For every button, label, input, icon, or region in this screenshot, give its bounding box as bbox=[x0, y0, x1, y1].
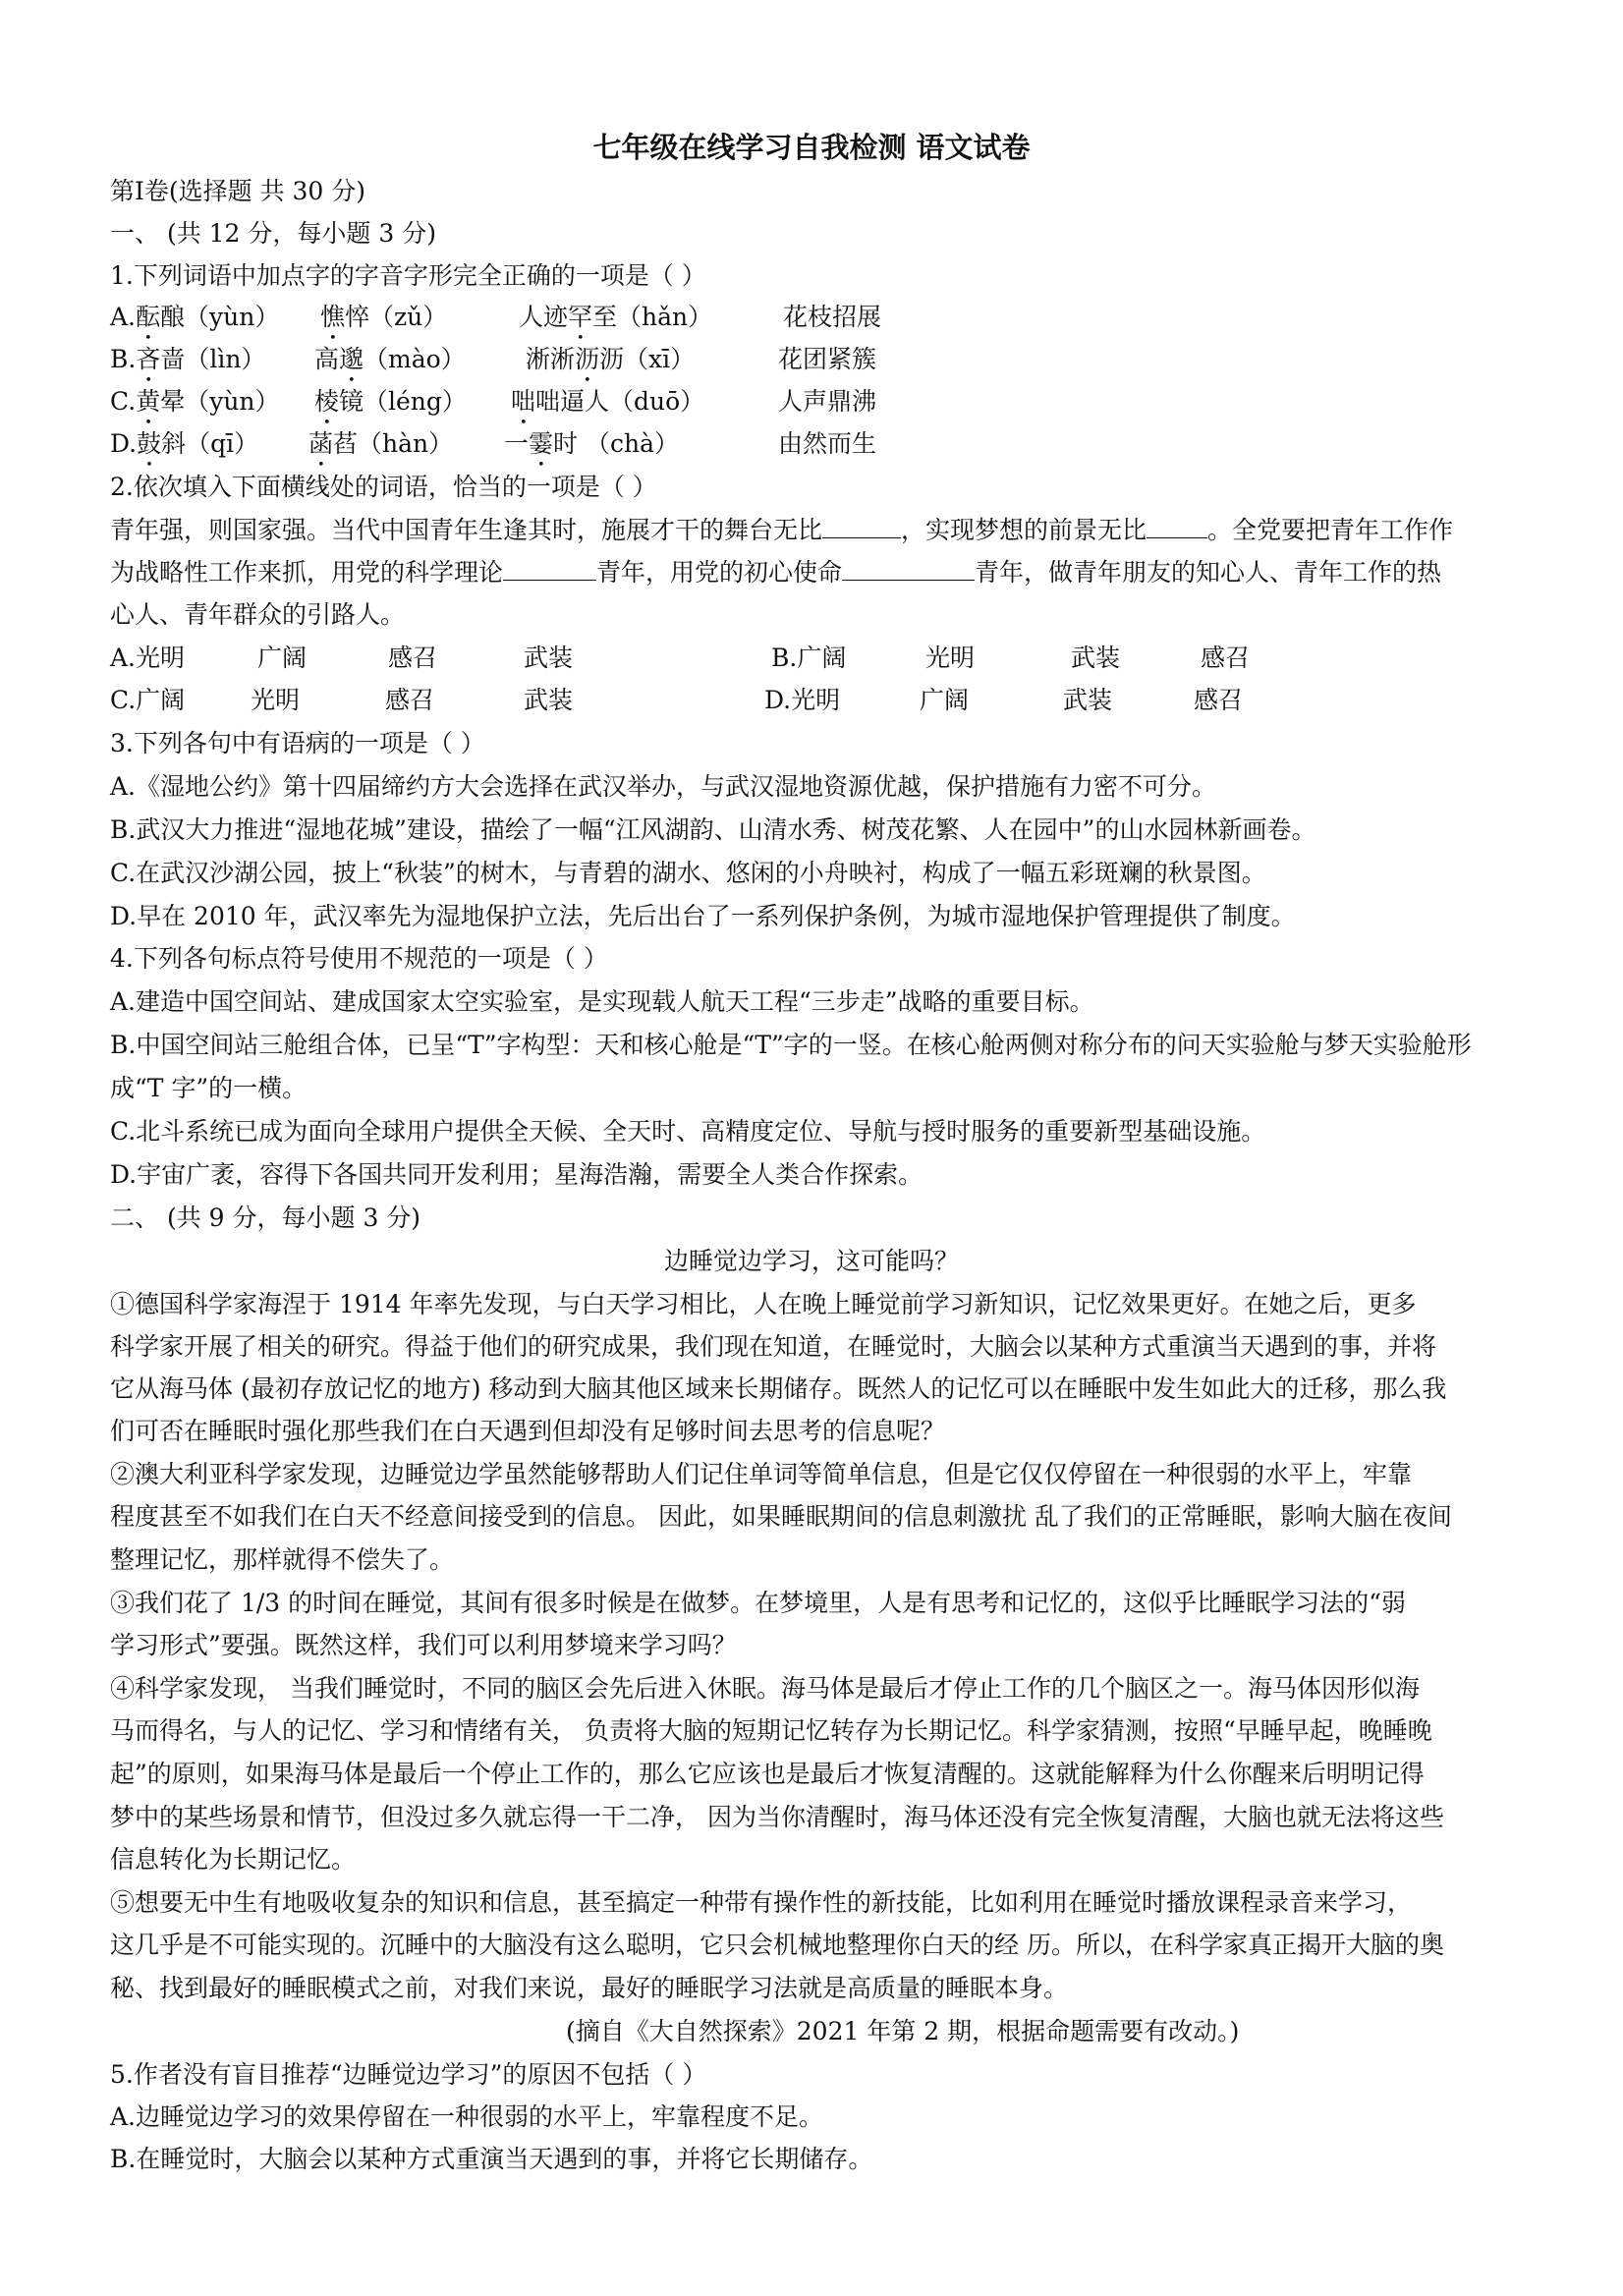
q2-option-a-3: 感召 bbox=[388, 644, 438, 672]
q2-option-d: D.光明 bbox=[764, 686, 841, 714]
q2-passage-line2: 为战略性工作来抓，用党的科学理论 青年，用党的初心使命 青年，做青年朋友的知心人、青年工作的热 bbox=[110, 558, 1442, 587]
q4-option-b-cont: 成“T 字”的一横。 bbox=[110, 1074, 308, 1102]
q2-option-d-4: 感召 bbox=[1194, 686, 1244, 714]
q2-option-c-4: 武装 bbox=[524, 686, 574, 714]
q2-option-b-4: 感召 bbox=[1201, 644, 1251, 672]
q3-option-b: B.武汉大力推进“湿地花城”建设，描绘了一幅“江风湖韵、山清水秀、树茂花繁、人在园中”的山水园林新画卷。 bbox=[110, 815, 1316, 844]
q1-a-word1: A.酝酿（yùn） bbox=[110, 303, 280, 331]
q1-d-word4: 由然而生 bbox=[778, 429, 877, 458]
q2-option-a-4: 武装 bbox=[524, 644, 574, 672]
article-line: 信息转化为长期记忆。 bbox=[110, 1845, 357, 1874]
article-line: 整理记忆，那样就得不偿失了。 bbox=[110, 1545, 455, 1574]
q2-stem: 2.依次填入下面横线处的词语，恰当的一项是（ ） bbox=[110, 473, 657, 501]
q1-d-word2: 菡萏（hàn） bbox=[308, 429, 454, 458]
q1-a-word4: 花枝招展 bbox=[783, 303, 882, 331]
q2-option-a-2: 广阔 bbox=[257, 644, 308, 672]
q3-stem: 3.下列各句中有语病的一项是（ ） bbox=[110, 729, 485, 757]
q4-stem: 4.下列各句标点符号使用不规范的一项是（ ） bbox=[110, 944, 608, 973]
article-line: 科学家开展了相关的研究。得益于他们的研究成果，我们现在知道，在睡觉时，大脑会以某种方式重演当天遇到的事，并将 bbox=[110, 1332, 1437, 1361]
q2-option-b: B.广阔 bbox=[771, 644, 847, 672]
q2-option-a: A.光明 bbox=[110, 644, 186, 672]
answer-blank-4[interactable] bbox=[842, 558, 975, 581]
article-line: 马而得名，与人的记忆、学习和情绪有关， 负责将大脑的短期记忆转存为长期记忆。科学家猜测，按照“早睡早起，晚睡晚 bbox=[110, 1716, 1432, 1745]
q2-option-d-2: 广阔 bbox=[920, 686, 970, 714]
q2-option-c-2: 光明 bbox=[251, 686, 301, 714]
q2-option-b-2: 光明 bbox=[925, 644, 976, 672]
answer-blank-2[interactable] bbox=[1147, 516, 1207, 538]
q1-c-word4: 人声鼎沸 bbox=[778, 387, 877, 416]
q1-c-word3: 咄咄逼人（duō） bbox=[511, 387, 705, 416]
q2-option-c-3: 感召 bbox=[385, 686, 435, 714]
q1-a-word2: 憔悴（zǔ） bbox=[320, 303, 448, 331]
q1-c-word2: 棱镜（léng） bbox=[314, 387, 467, 416]
article-line: 们可否在睡眠时强化那些我们在白天遇到但却没有足够时间去思考的信息呢？ bbox=[110, 1417, 946, 1445]
q1-d-word1: D.鼓斜（qī） bbox=[110, 429, 259, 458]
q1-b-word3: 淅淅沥沥（xī） bbox=[526, 345, 696, 373]
q4-option-a: A.建造中国空间站、建成国家太空实验室，是实现载人航天工程“三步走”战略的重要目标。 bbox=[110, 987, 1094, 1016]
q2-option-d-3: 武装 bbox=[1063, 686, 1113, 714]
article-line: 这几乎是不可能实现的。沉睡中的大脑没有这么聪明，它只会机械地整理你白天的经 历。所以，在科学家真正揭开大脑的奥 bbox=[110, 1931, 1444, 1959]
article-line: 起”的原则，如果海马体是最后一个停止工作的，那么它应该也是最后才恢复清醒的。这就能解释为什么你醒来后明明记得 bbox=[110, 1760, 1425, 1788]
q1-c-word1: C.黄晕（yùn） bbox=[110, 387, 280, 416]
section1-header: 一、 (共 12 分，每小题 3 分) bbox=[110, 219, 436, 248]
q5-option-b: B.在睡觉时，大脑会以某种方式重演当天遇到的事，并将它长期储存。 bbox=[110, 2145, 873, 2173]
q2-passage-line3: 心人、青年群众的引路人。 bbox=[110, 600, 406, 629]
article-line: ⑤想要无中生有地吸收复杂的知识和信息，甚至搞定一种带有操作性的新技能，比如利用在睡觉时播放课程录音来学习， bbox=[110, 1888, 1413, 1917]
q4-option-d: D.宇宙广袤，容得下各国共同开发利用；星海浩瀚，需要全人类合作探索。 bbox=[110, 1160, 923, 1189]
exam-title: 七年级在线学习自我检测 语文试卷 bbox=[592, 131, 1031, 164]
q1-b-word4: 花团紧簇 bbox=[778, 345, 877, 373]
q3-option-a: A.《湿地公约》第十四届缔约方大会选择在武汉举办，与武汉湿地资源优越，保护措施有力密不可分。 bbox=[110, 772, 1217, 801]
article-line: ①德国科学家海涅于 1914 年率先发现，与白天学习相比，人在晚上睡觉前学习新知识，记忆效果更好。在她之后，更多 bbox=[110, 1290, 1417, 1318]
q1-b-word1: B.吝啬（lìn） bbox=[110, 345, 266, 373]
article-line: 秘、找到最好的睡眠模式之前，对我们来说，最好的睡眠学习法就是高质量的睡眠本身。 bbox=[110, 1974, 1069, 2002]
q1-d-word3: 一霎时 （chà） bbox=[504, 429, 679, 458]
section2-header: 二、 (共 9 分，每小题 3 分) bbox=[110, 1204, 421, 1232]
article-line: ②澳大利亚科学家发现，边睡觉边学虽然能够帮助人们记住单词等简单信息，但是它仅仅停留在一种很弱的水平上，牢靠 bbox=[110, 1460, 1413, 1488]
answer-blank-1[interactable] bbox=[822, 516, 901, 538]
q5-option-a: A.边睡觉边学习的效果停留在一种很弱的水平上，牢靠程度不足。 bbox=[110, 2102, 824, 2131]
q1-a-word3: 人迹罕至（hǎn） bbox=[519, 303, 713, 331]
q2-passage-line1: 青年强，则国家强。当代中国青年生逢其时，施展才干的舞台无比 ，实现梦想的前景无比 。全党要把青年工作作 bbox=[110, 516, 1454, 544]
answer-blank-3[interactable] bbox=[503, 558, 596, 581]
article-line: ③我们花了 1/3 的时间在睡觉，其间有很多时候是在做梦。在梦境里，人是有思考和记忆的，这似乎比睡眠学习法的“弱 bbox=[110, 1589, 1406, 1617]
q3-option-c: C.在武汉沙湖公园，披上“秋装”的树木，与青碧的湖水、悠闲的小舟映衬，构成了一幅五彩斑斓的秋景图。 bbox=[110, 859, 1266, 887]
q2-option-b-3: 武装 bbox=[1071, 644, 1121, 672]
article-line: 它从海马体 (最初存放记忆的地方) 移动到大脑其他区域来长期储存。既然人的记忆可以在睡眠中发生如此大的迁移，那么我 bbox=[110, 1374, 1447, 1403]
article-line: ④科学家发现， 当我们睡觉时，不同的脑区会先后进入休眠。海马体是最后才停止工作的几个脑区之一。海马体因形似海 bbox=[110, 1674, 1420, 1703]
q4-option-b: B.中国空间站三舱组合体，已呈“T”字构型：天和核心舱是“T”字的一竖。在核心舱两侧对称分布的问天实验舱与梦天实验舱形 bbox=[110, 1031, 1472, 1059]
q1-b-word2: 高邈（mào） bbox=[314, 345, 466, 373]
q5-stem: 5.作者没有盲目推荐“边睡觉边学习”的原因不包括（ ） bbox=[110, 2060, 707, 2089]
q4-option-c: C.北斗系统已成为面向全球用户提供全天候、全天时、高精度定位、导航与授时服务的重要新型基础设施。 bbox=[110, 1117, 1266, 1146]
article-line: 程度甚至不如我们在白天不经意间接受到的信息。 因此，如果睡眠期间的信息刺激扰 乱了我们的正常睡眠，影响大脑在夜间 bbox=[110, 1502, 1452, 1531]
q1-stem: 1.下列词语中加点字的字音字形完全正确的一项是（ ） bbox=[110, 261, 706, 290]
article-source: (摘自《大自然探索》2021 年第 2 期，根据命题需要有改动。) bbox=[566, 2017, 1240, 2045]
q2-option-c: C.广阔 bbox=[110, 686, 186, 714]
article-line: 学习形式”要强。既然这样，我们可以利用梦境来学习吗？ bbox=[110, 1631, 737, 1659]
article-line: 梦中的某些场景和情节，但没过多久就忘得一干二净， 因为当你清醒时，海马体还没有完全恢复清醒，大脑也就无法将这些 bbox=[110, 1803, 1444, 1831]
q3-option-d: D.早在 2010 年，武汉率先为湿地保护立法，先后出台了一系列保护条例，为城市湿地保护管理提供了制度。 bbox=[110, 902, 1296, 930]
part1-header: 第Ⅰ卷(选择题 共 30 分) bbox=[110, 177, 366, 205]
article-title: 边睡觉边学习，这可能吗？ bbox=[663, 1247, 959, 1275]
